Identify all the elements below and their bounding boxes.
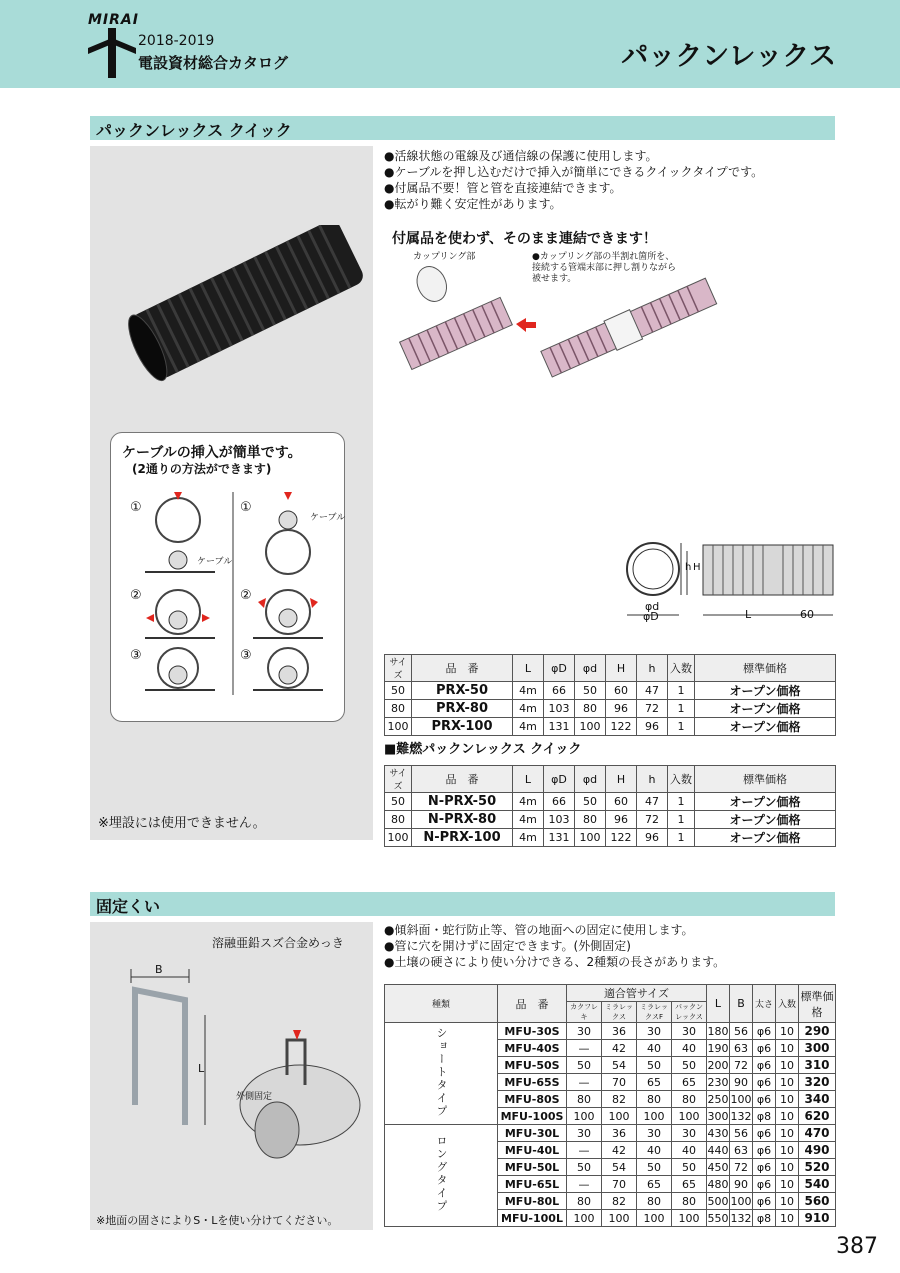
table-cell: 320 — [799, 1074, 836, 1091]
table-cell: 300 — [707, 1109, 729, 1123]
table-cell: 100 — [730, 1092, 752, 1106]
table-cell: 10 — [776, 1193, 799, 1210]
table-cell: 50 — [575, 682, 606, 700]
table-cell: 100 — [602, 1108, 637, 1125]
coupling-illustration — [398, 258, 718, 378]
table-cell: 80 — [672, 1193, 707, 1210]
buried-note: ※埋設には使用できません。 — [98, 816, 266, 831]
black-pipe-image — [125, 225, 370, 385]
table-header-row — [385, 766, 836, 793]
col-header: H — [606, 766, 637, 793]
table-cell: 310 — [799, 1057, 836, 1074]
table-cell: 36 — [602, 1023, 637, 1040]
table-cell: 100 — [567, 1210, 602, 1227]
feature-item: ●傾斜面・蛇行防止等、管の地面への固定に使用します。 — [384, 923, 694, 937]
coupling-note: ●カップリング部の半割れ箇所を、接続する管端末部に押し割りながら被せます。 — [532, 252, 677, 284]
table-cell — [385, 1023, 498, 1125]
section-title: 固定くい — [96, 897, 161, 916]
table-cell: φ6 — [753, 1057, 776, 1074]
table-cell: 56 — [730, 1023, 753, 1040]
table-cell: 30 — [637, 1023, 672, 1040]
table-cell: 100 — [575, 718, 606, 736]
table-row — [385, 682, 836, 700]
insert-title: ケーブルの挿入が簡単です。 — [122, 445, 302, 461]
col-header: h — [637, 655, 668, 682]
table-cell: 100 — [567, 1108, 602, 1125]
table-cell: φ6 — [753, 1193, 776, 1210]
table-cell: PRX-80 — [412, 700, 513, 718]
insert-subtitle: (2通りの方法ができます) — [132, 462, 272, 476]
col-header: φd — [575, 766, 606, 793]
table-cell: 190 — [707, 1041, 729, 1055]
table-cell: MFU-40L — [498, 1142, 567, 1159]
table-cell: 132 — [730, 1109, 752, 1123]
logo-word: MIRAI — [88, 12, 139, 28]
table-cell: 10 — [776, 1142, 799, 1159]
table-cell: 96 — [637, 718, 668, 736]
table-cell: N-PRX-50 — [412, 793, 513, 811]
table-cell: 910 — [799, 1210, 836, 1227]
table-cell: 80 — [637, 1091, 672, 1108]
table-cell: 42 — [602, 1142, 637, 1159]
table-cell: 100 — [672, 1210, 707, 1227]
table-cell: 10 — [776, 1040, 799, 1057]
table-cell: MFU-30S — [498, 1023, 567, 1040]
dim-d: φd — [645, 600, 660, 613]
table-cell: 40 — [637, 1040, 672, 1057]
table-cell: 65 — [637, 1176, 672, 1193]
table-cell: 1 — [668, 700, 695, 718]
table-cell: φ6 — [753, 1040, 776, 1057]
col-header: 品 番 — [498, 985, 567, 1023]
cable-label: ケーブル — [197, 557, 233, 567]
table-cell: PRX-50 — [412, 682, 513, 700]
table-cell: 90 — [730, 1074, 753, 1091]
table-cell: 180 — [707, 1024, 729, 1038]
col-header: h — [637, 766, 668, 793]
table-cell: N-PRX-80 — [412, 811, 513, 829]
table-cell: 500 — [707, 1194, 729, 1208]
table-cell: — — [567, 1176, 602, 1193]
feature-item: ●管に穴を開けずに固定できます。(外側固定) — [384, 939, 631, 953]
table-cell: 63 — [730, 1040, 753, 1057]
table-cell: 100 — [637, 1210, 672, 1227]
table-cell: MFU-30L — [498, 1125, 567, 1142]
catalog-name: 電設資材総合カタログ — [138, 54, 289, 72]
material-label: 溶融亜鉛スズ合金めっき — [212, 936, 344, 950]
table-cell: 560 — [799, 1193, 836, 1210]
table-cell: 70 — [602, 1176, 637, 1193]
table-cell: 10 — [776, 1057, 799, 1074]
table-cell: オープン価格 — [695, 829, 836, 847]
table-cell: 10 — [776, 1210, 799, 1227]
table-cell: 96 — [606, 700, 637, 718]
table-cell: 50 — [637, 1057, 672, 1074]
table-cell: 72 — [730, 1159, 753, 1176]
table-cell: 132 — [730, 1211, 752, 1225]
table-cell: 30 — [567, 1125, 602, 1142]
table-cell: 80 — [567, 1193, 602, 1210]
table-cell: 10 — [776, 1159, 799, 1176]
col-header: 種類 — [385, 985, 498, 1023]
stake-feature-list — [384, 922, 725, 970]
group-short: ショートタイプ — [435, 1026, 448, 1118]
table-cell: 80 — [637, 1193, 672, 1210]
table-cell: オープン価格 — [695, 700, 836, 718]
table-cell: 4m — [513, 700, 544, 718]
catalog-year: 2018-2019 — [138, 33, 215, 49]
table-cell: 80 — [385, 700, 412, 718]
table-cell: 103 — [544, 811, 575, 829]
col-header: L — [513, 655, 544, 682]
step-label: ① — [240, 500, 252, 515]
table-cell: 340 — [799, 1091, 836, 1108]
table-cell: PRX-100 — [412, 718, 513, 736]
col-header: 標準価格 — [695, 655, 836, 682]
table-cell: φ6 — [753, 1125, 776, 1142]
dim-h: h — [685, 562, 692, 573]
table-cell: 50 — [567, 1057, 602, 1074]
table-cell: MFU-50S — [498, 1057, 567, 1074]
table-cell: 80 — [567, 1091, 602, 1108]
feature-item: ●付属品不要！管と管を直接連結できます。 — [384, 181, 622, 195]
step-label: ③ — [240, 648, 252, 663]
dim-L: L — [745, 608, 752, 621]
col-header: カクフレキ — [567, 1002, 602, 1023]
table-cell: 40 — [637, 1142, 672, 1159]
table-cell: 66 — [544, 682, 575, 700]
table-cell: 490 — [799, 1142, 836, 1159]
table-cell: 230 — [707, 1075, 729, 1089]
dim-L: L — [198, 1062, 205, 1075]
feature-item: ●転がり難く安定性があります。 — [384, 197, 562, 211]
table-cell: 40 — [672, 1142, 707, 1159]
dim-H: H — [693, 562, 701, 573]
col-header: 品 番 — [412, 766, 513, 793]
table-cell: 80 — [385, 811, 412, 829]
section-title: パックンレックス クイック — [96, 121, 292, 140]
table-cell: MFU-40S — [498, 1040, 567, 1057]
table-cell: 63 — [730, 1142, 753, 1159]
table-cell: 56 — [730, 1125, 753, 1142]
ground-note: ※地面の固さによりS・Lを使い分けてください。 — [96, 1214, 339, 1227]
col-header: 入数 — [776, 985, 799, 1023]
section-bar — [90, 892, 835, 916]
table-cell: MFU-80L — [498, 1193, 567, 1210]
connect-heading: 付属品を使わず、そのまま連結できます！ — [392, 231, 657, 247]
feature-list — [384, 148, 763, 212]
table-cell: 50 — [385, 793, 412, 811]
table-cell: 72 — [637, 811, 668, 829]
table-cell: 50 — [672, 1159, 707, 1176]
nprx-spec-table — [384, 765, 836, 847]
table-cell: 1 — [668, 793, 695, 811]
table-cell: 122 — [606, 829, 637, 847]
col-header: B — [730, 985, 753, 1023]
table-cell: 30 — [637, 1125, 672, 1142]
table-cell — [385, 1125, 498, 1227]
table-cell: 50 — [672, 1057, 707, 1074]
table-cell: φ6 — [753, 1176, 776, 1193]
table-cell: φ8 — [753, 1108, 776, 1125]
col-header: サイズ — [385, 655, 412, 682]
step-label: ② — [130, 588, 142, 603]
table-cell: MFU-65S — [498, 1074, 567, 1091]
col-header: ミラレックスF — [637, 1002, 672, 1023]
step-label: ① — [130, 500, 142, 515]
table-cell: φ6 — [753, 1159, 776, 1176]
table-row — [385, 1023, 836, 1040]
table-cell: 100 — [385, 829, 412, 847]
table-cell: 96 — [606, 811, 637, 829]
table-cell: φ6 — [753, 1142, 776, 1159]
table-cell: MFU-50L — [498, 1159, 567, 1176]
coupling-label: カップリング部 — [413, 252, 476, 262]
table-cell: 80 — [575, 700, 606, 718]
col-header: L — [513, 766, 544, 793]
table-cell: 65 — [672, 1074, 707, 1091]
flame-title: ■難燃パックンレックス クイック — [384, 742, 582, 757]
table-cell: 100 — [730, 1194, 752, 1208]
table-cell: オープン価格 — [695, 793, 836, 811]
col-header: 入数 — [668, 655, 695, 682]
table-cell: 480 — [707, 1177, 729, 1191]
table-cell: 47 — [637, 682, 668, 700]
table-cell: 60 — [606, 793, 637, 811]
table-cell: 36 — [602, 1125, 637, 1142]
table-cell: 72 — [637, 700, 668, 718]
table-cell: 450 — [707, 1160, 729, 1174]
col-header: 適合管サイズ — [567, 985, 707, 1002]
table-cell: 50 — [567, 1159, 602, 1176]
table-row — [385, 829, 836, 847]
table-row — [385, 811, 836, 829]
table-cell: 1 — [668, 829, 695, 847]
table-cell: 470 — [799, 1125, 836, 1142]
table-row — [385, 718, 836, 736]
table-cell: 100 — [602, 1210, 637, 1227]
table-cell: 200 — [707, 1058, 729, 1072]
table-row — [385, 793, 836, 811]
group-long: ロングタイプ — [435, 1135, 448, 1213]
table-cell: 520 — [799, 1159, 836, 1176]
table-cell: 72 — [730, 1057, 753, 1074]
table-cell: N-PRX-100 — [412, 829, 513, 847]
table-cell: 30 — [567, 1023, 602, 1040]
table-cell: 100 — [637, 1108, 672, 1125]
table-cell: 100 — [575, 829, 606, 847]
table-cell: 10 — [776, 1176, 799, 1193]
table-cell: φ8 — [753, 1210, 776, 1227]
feature-item: ●土壌の硬さにより使い分けできる、2種類の長さがあります。 — [384, 955, 726, 969]
table-cell: 250 — [707, 1092, 729, 1106]
table-cell: 65 — [637, 1074, 672, 1091]
table-row — [385, 700, 836, 718]
col-header: 品 番 — [412, 655, 513, 682]
table-cell: 122 — [606, 718, 637, 736]
table-cell: 66 — [544, 793, 575, 811]
table-cell: 82 — [602, 1091, 637, 1108]
table-cell: 4m — [513, 829, 544, 847]
table-cell: 65 — [672, 1176, 707, 1193]
table-cell: — — [567, 1142, 602, 1159]
table-cell: 100 — [385, 718, 412, 736]
table-cell: 50 — [385, 682, 412, 700]
fixing-label: 外側固定 — [236, 1092, 273, 1102]
table-row — [385, 1125, 836, 1142]
table-cell: 1 — [668, 718, 695, 736]
table-cell: 131 — [544, 718, 575, 736]
table-cell: 430 — [707, 1126, 729, 1140]
table-cell: 10 — [776, 1125, 799, 1142]
table-cell: MFU-80S — [498, 1091, 567, 1108]
table-cell: オープン価格 — [695, 811, 836, 829]
col-header: 標準価格 — [695, 766, 836, 793]
table-cell: 440 — [707, 1143, 729, 1157]
table-cell: 50 — [637, 1159, 672, 1176]
arrow-icon — [516, 318, 536, 332]
table-cell: 80 — [672, 1091, 707, 1108]
table-cell: MFU-100S — [498, 1108, 567, 1125]
table-cell: — — [567, 1074, 602, 1091]
table-cell: 4m — [513, 682, 544, 700]
table-cell: 96 — [637, 829, 668, 847]
table-cell: 620 — [799, 1108, 836, 1125]
table-cell: 550 — [707, 1211, 729, 1225]
col-header: φD — [544, 655, 575, 682]
col-header: パックンレックス — [672, 1002, 707, 1023]
table-cell: 50 — [575, 793, 606, 811]
page-title: パックンレックス — [621, 41, 836, 72]
feature-item: ●活線状態の電線及び通信線の保護に使用します。 — [384, 149, 658, 163]
table-cell: — — [567, 1040, 602, 1057]
insertion-steps-illustration — [140, 490, 340, 700]
table-cell: 30 — [672, 1125, 707, 1142]
col-header: ミラレックス — [602, 1002, 637, 1023]
page-number: 387 — [836, 1234, 878, 1259]
table-cell: 10 — [776, 1074, 799, 1091]
table-cell: 4m — [513, 811, 544, 829]
table-cell: オープン価格 — [695, 682, 836, 700]
table-cell: MFU-100L — [498, 1210, 567, 1227]
col-header: 標準価格 — [799, 985, 836, 1023]
dim-B: B — [155, 963, 163, 976]
table-header-row — [385, 655, 836, 682]
prx-spec-table — [384, 654, 836, 736]
table-cell: 40 — [672, 1040, 707, 1057]
table-cell: 60 — [606, 682, 637, 700]
table-cell: 90 — [730, 1176, 753, 1193]
table-cell: 131 — [544, 829, 575, 847]
stake-illustration — [115, 955, 365, 1170]
dim-60: 60 — [800, 608, 814, 621]
table-cell: 4m — [513, 793, 544, 811]
table-cell: 540 — [799, 1176, 836, 1193]
dim-D: φD — [643, 610, 659, 623]
table-cell: 42 — [602, 1040, 637, 1057]
table-cell: 10 — [776, 1091, 799, 1108]
table-cell: 82 — [602, 1193, 637, 1210]
table-cell: φ6 — [753, 1091, 776, 1108]
table-cell: 10 — [776, 1108, 799, 1125]
stake-spec-table — [384, 984, 836, 1227]
col-header: 入数 — [668, 766, 695, 793]
table-cell: 47 — [637, 793, 668, 811]
step-label: ③ — [130, 648, 142, 663]
col-header: H — [606, 655, 637, 682]
table-cell: 1 — [668, 682, 695, 700]
col-header: φD — [544, 766, 575, 793]
table-cell: 290 — [799, 1023, 836, 1040]
table-cell: 80 — [575, 811, 606, 829]
table-cell: 103 — [544, 700, 575, 718]
table-cell: MFU-65L — [498, 1176, 567, 1193]
table-cell: 54 — [602, 1159, 637, 1176]
table-cell: φ6 — [753, 1023, 776, 1040]
cable-label: ケーブル — [310, 513, 346, 523]
table-cell: オープン価格 — [695, 718, 836, 736]
feature-item: ●ケーブルを押し込むだけで挿入が簡単にできるクイックタイプです。 — [384, 165, 764, 179]
col-header: L — [707, 985, 730, 1023]
table-cell: φ6 — [753, 1074, 776, 1091]
table-cell: 70 — [602, 1074, 637, 1091]
col-header: 太さ — [753, 985, 776, 1023]
col-header: φd — [575, 655, 606, 682]
col-header: サイズ — [385, 766, 412, 793]
table-cell: 300 — [799, 1040, 836, 1057]
table-cell: 1 — [668, 811, 695, 829]
table-cell: 4m — [513, 718, 544, 736]
table-cell: 54 — [602, 1057, 637, 1074]
table-cell: 10 — [776, 1023, 799, 1040]
table-cell: 100 — [672, 1108, 707, 1125]
table-header-row — [385, 985, 836, 1002]
step-label: ② — [240, 588, 252, 603]
table-cell: 30 — [672, 1023, 707, 1040]
